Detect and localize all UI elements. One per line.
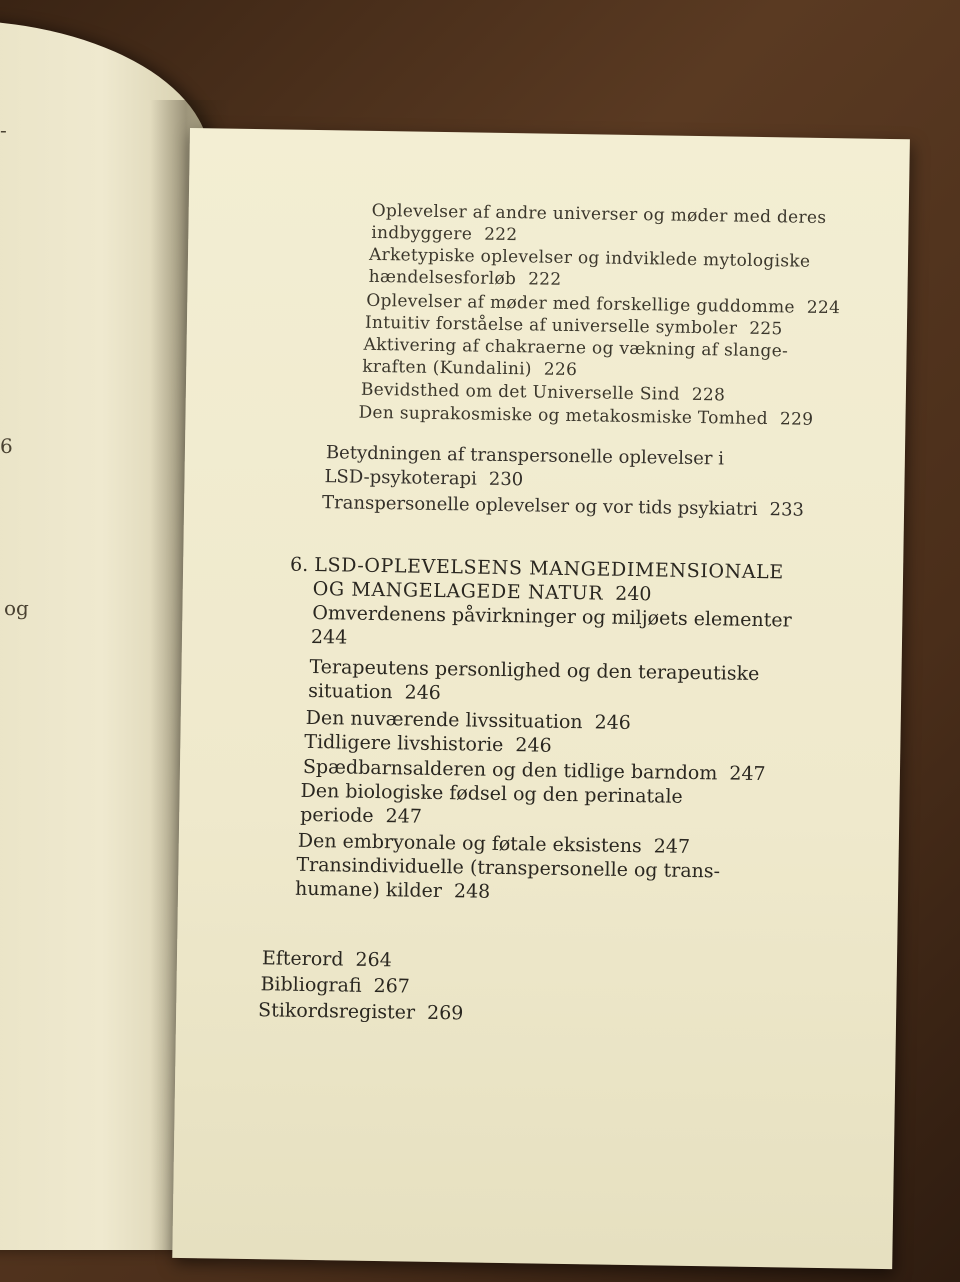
toc-entry-text: Tidligere livshistorie <box>304 730 504 756</box>
toc-subentry <box>361 380 726 406</box>
toc-entry <box>308 680 441 704</box>
toc-entry-text: Bevidsthed om det Universelle Sind <box>360 379 681 405</box>
toc-entry-text: Arketypiske oplevelser og indviklede mytologiske <box>368 244 811 272</box>
toc-back-matter <box>258 999 464 1024</box>
toc-entry-text: Den embryonale og føtale eksistens <box>297 829 642 858</box>
left-page-fragment: og <box>4 596 29 620</box>
chapter-title-line2: OG MANGELAGEDE NATUR <box>312 577 604 605</box>
toc-page-number: 267 <box>373 974 411 998</box>
toc-entry-text: Transindividuelle (transpersonelle og trans- <box>296 853 721 883</box>
toc-entry-text: Spædbarnsalderen og den tidlige barndom <box>302 755 718 785</box>
chapter-title-line1: LSD-OPLEVELSENS MANGEDIMENSIONALE <box>314 554 784 584</box>
toc-entry-text: Transpersonelle oplevelser og vor tids psykiatri <box>321 492 758 520</box>
toc-entry-text: indbyggere <box>371 222 473 245</box>
toc-entry-text: LSD-psykoterapi <box>324 466 477 490</box>
right-page <box>172 128 910 1269</box>
toc-entry-text: situation <box>307 679 393 704</box>
toc-entry <box>298 830 691 858</box>
chapter-number: 6. <box>289 553 309 576</box>
toc-entry <box>304 731 552 757</box>
toc-entry <box>312 602 792 632</box>
toc-page-number: 264 <box>355 948 392 972</box>
toc-entry <box>306 707 631 734</box>
toc-entry-text: kraften (Kundalini) <box>362 356 532 380</box>
toc-page-number: 233 <box>769 499 805 521</box>
toc-page-number: 228 <box>691 384 726 406</box>
left-page-fragment: - <box>0 118 7 142</box>
toc-entry-text: Terapeutens personlighed og den terapeutiske <box>309 655 760 686</box>
toc-entry-text: Oplevelser af møder med forskellige guddomme <box>366 290 796 318</box>
toc-page-number: 247 <box>385 805 423 828</box>
toc-page-number: 246 <box>515 734 552 757</box>
toc-entry <box>311 626 348 649</box>
chapter-heading <box>313 578 652 605</box>
toc-entry-text: Omverdenens påvirkninger og miljøets elementer <box>312 601 792 632</box>
toc-entry-text: Efterord <box>261 947 344 971</box>
toc-subentry <box>371 223 517 245</box>
toc-page-number: 225 <box>749 318 783 340</box>
toc-page-number: 247 <box>729 762 766 786</box>
toc-entry-text: humane) kilder <box>294 877 443 903</box>
toc-page-number: 247 <box>653 835 691 858</box>
toc-subentry <box>369 267 562 290</box>
toc-page-number: 246 <box>594 711 632 734</box>
toc-page-number: 244 <box>310 625 348 649</box>
toc-page-number: 240 <box>615 582 652 606</box>
toc-page-number: 246 <box>404 681 442 705</box>
toc-page-number: 269 <box>426 1001 464 1025</box>
toc-subentry <box>362 357 577 380</box>
toc-page-number: 226 <box>543 359 578 381</box>
toc-entry <box>324 466 523 490</box>
toc-entry-text: hændelsesforløb <box>368 266 517 290</box>
toc-page-number: 248 <box>453 880 491 903</box>
toc-page-number: 222 <box>483 224 518 246</box>
toc-subentry <box>358 403 813 430</box>
toc-entry <box>300 780 683 808</box>
table-of-contents <box>190 128 910 1025</box>
toc-entry <box>295 878 491 903</box>
toc-entry-text: periode <box>300 803 374 827</box>
toc-entry-text: Aktivering af chakraerne og vækning af slange- <box>363 334 789 362</box>
toc-page-number: 230 <box>488 468 524 491</box>
toc-entry-text: Den biologiske fødsel og den perinatale <box>300 779 683 808</box>
toc-page-number: 229 <box>779 409 814 430</box>
toc-entry-text: Den suprakosmiske og metakosmiske Tomhed <box>358 402 769 430</box>
toc-entry-text: Den nuværende livssituation <box>305 706 583 734</box>
toc-page-number: 222 <box>527 269 562 290</box>
toc-entry <box>300 804 422 828</box>
toc-entry <box>322 492 804 521</box>
toc-back-matter <box>260 973 410 997</box>
left-page-fragment: 6 <box>0 434 13 458</box>
toc-entry-text: Stikordsregister <box>257 999 416 1024</box>
toc-entry <box>326 442 724 469</box>
toc-entry-text: Betydningen af transpersonelle oplevelser i <box>325 442 725 470</box>
toc-entry-text: Intuitiv forståelse af universelle symboler <box>364 312 738 339</box>
toc-back-matter <box>262 947 392 971</box>
toc-page-number: 224 <box>806 297 841 319</box>
toc-entry-text: Bibliografi <box>260 973 362 997</box>
toc-entry-text: Oplevelser af andre universer og møder med deres <box>371 200 827 229</box>
